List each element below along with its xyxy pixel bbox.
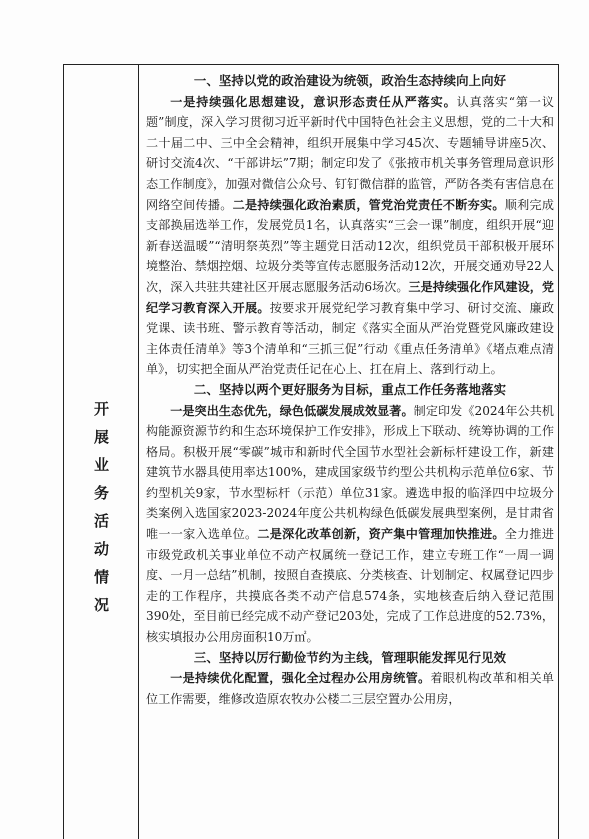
row-label-char: 开	[93, 400, 109, 418]
row-label-char: 活	[93, 512, 109, 530]
report-content	[146, 71, 554, 709]
row-label-cell	[64, 65, 139, 839]
row-label-char: 务	[93, 484, 109, 502]
section-heading-3: 三、坚持以厉行勤俭节约为主线，管理职能发挥见行见效	[193, 649, 507, 665]
point-1-1: 一是持续强化思想建设，意识形态责任从严落实。	[170, 94, 457, 109]
point-1-3-text: 按要求开展党纪学习教育集中学习、研讨交流、廉政党课、读书班、警示教育等活动，制定《落实全面从严治党暨党风廉政建设主体责任清单》等3个清单和“三抓三促”行动《重点任务清单》《堵点难点清单》，切实把全面从严治党责任记在心上、扛在肩上、落到行动上。	[146, 300, 554, 377]
point-2-1: 一是突出生态优先，绿色低碳发展成效显著。	[170, 403, 414, 418]
section-body-3	[146, 668, 554, 709]
section-body-2	[146, 401, 554, 648]
point-2-1-text: 制定印发《2024年公共机构能源资源节约和生态环境保护工作安排》，形成上下联动、统筹协调的工作格局。积极开展“零碳”城市和新时代全国节水型社会新标杆建设工作，新建建筑节水器具使用率达100%，建成国家级节约型公共机构示范单位6家、节约型机关9家，节水型标杆（示范）单位31家。遴选申报的临泽四中垃圾分类案例入选国家2023-2024年度公共机构绿色低碳发展典型案例，是甘肃省唯一一家入选单位。	[146, 403, 554, 542]
row-label-char: 展	[93, 428, 109, 446]
row-label-text	[64, 395, 139, 619]
report-table	[63, 64, 559, 839]
row-label-char: 业	[93, 456, 109, 474]
point-3-1-text: 着眼机构改革和相关单位工作需要，维修改造原农牧办公楼二三层空置办公用房，	[146, 671, 554, 706]
point-1-1-text: 认真落实“第一议题”制度，深入学习贯彻习近平新时代中国特色社会主义思想，党的二十大和二十届二中、三中全会精神，组织开展集中学习45次、专题辅导讲座5次、研讨交流4次、“干部讲坛”7期；制定印发了《张掖市机关事务管理局意识形态工作制度》，加强对微信公众号、钉钉微信群的监管，严防各类有害信息在网络空间传播。	[146, 94, 554, 212]
row-label-char: 情	[93, 568, 109, 586]
section-heading-2: 二、坚持以两个更好服务为目标，重点工作任务落地落实	[193, 381, 507, 397]
row-label-char: 动	[93, 540, 109, 558]
point-1-2-text: 顺利完成支部换届选举工作，发展党员1名，认真落实“三会一课”制度，组织开展“迎新春送温暖”“清明祭英烈”等主题党日活动12次，组织党员干部积极开展环境整治、禁烟控烟、垃圾分类等宣传志愿服务活动12次，开展交通劝导22人次，深入共驻共建社区开展志愿服务活动6场次。	[146, 197, 554, 294]
point-2-2-text: 全力推进市级党政机关事业单位不动产权属统一登记工作，建立专班工作“一周一调度、一月一总结”机制，按照自查摸底、分类核查、计划制定、权属登记四步走的工作程序，共摸底各类不动产信息574条，实地核查后纳入登记范围390处，至目前已经完成不动产登记203处，完成了工作总进度的52.73%，核实填报办公用房面积10万㎡。	[146, 527, 554, 645]
point-1-3: 三是持续强化作风建设，党纪学习教育深入开展。	[146, 279, 554, 315]
point-1-2: 二是持续强化政治素质，管党治党责任不断夯实。	[232, 197, 505, 212]
point-2-2: 二是深化改革创新，资产集中管理加快推进。	[257, 527, 505, 542]
row-label-char: 况	[93, 596, 109, 614]
section-heading-1: 一、坚持以党的政治建设为统领，政治生态持续向上向好	[193, 73, 507, 88]
section-body-1	[146, 92, 554, 380]
point-3-1: 一是持续优化配置，强化全过程办公用房统管。	[170, 671, 431, 686]
